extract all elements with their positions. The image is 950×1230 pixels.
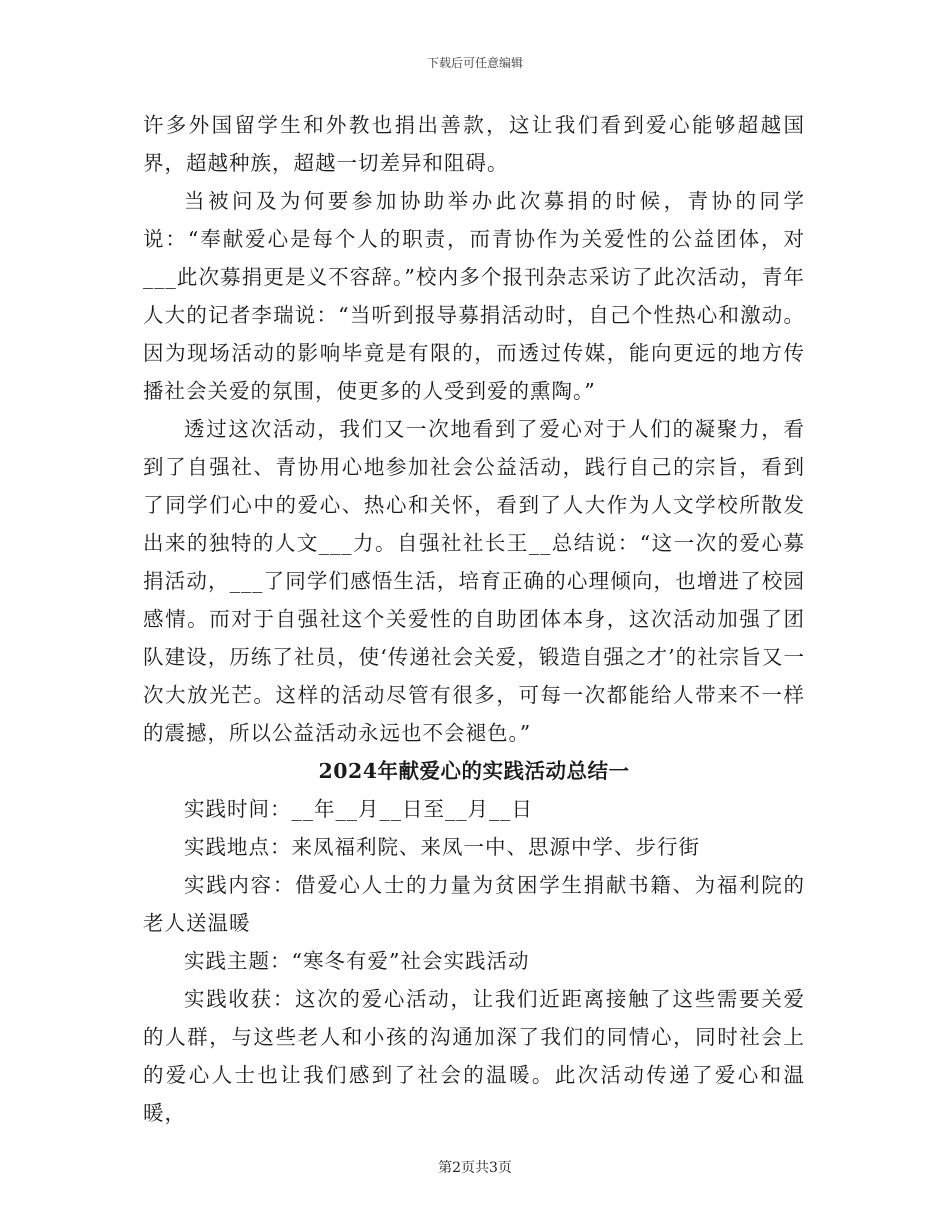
document-body [143,106,805,1132]
paragraph-continuation: 许多外国留学生和外教也捐出善款，这让我们看到爱心能够超越国界，超越种族，超越一切差异和阻碍。 [143,113,805,175]
page-number: 第2页共3页 [438,1160,512,1176]
practice-location: 实践地点：来凤福利院、来凤一中、思源中学、步行街 [184,835,700,859]
practice-gains: 实践收获：这次的爱心活动，让我们近距离接触了这些需要关爱的人群，与这些老人和小孩的沟通加深了我们的同情心，同时社会上的爱心人士也让我们感到了社会的温暖。此次活动传递了爱心和温暖， [143,987,805,1125]
practice-theme: 实践主题：“寒冬有爱”社会实践活动 [184,949,530,973]
paragraph-qingxie-quote: 当被问及为何要参加协助举办此次募捐的时候，青协的同学说：“奉献爱心是每个人的职责，而青协作为关爱性的公益团体，对___此次募捐更是义不容辞。”校内多个报刊杂志采访了此次活动，青年人大的记者李瑞说：“当听到报导募捐活动时，自己个性热心和激动。因为现场活动的影响毕竟是有限的，而透过传媒，能向更远的地方传播社会关爱的氛围，使更多的人受到爱的熏陶。” [143,189,805,403]
page-header-note: 下载后可任意编辑 [426,56,523,70]
practice-time: 实践时间：__年__月__日至__月__日 [184,797,533,821]
paragraph-activity-reflection: 透过这次活动，我们又一次地看到了爱心对于人们的凝聚力，看到了自强社、青协用心地参加社会公益活动，践行自己的宗旨，看到了同学们心中的爱心、热心和关怀，看到了人大作为人文学校所散发出来的独特的人文___力。自强社社长王__总结说：“这一次的爱心募捐活动，___了同学们感悟生活，培育正确的心理倾向，也增进了校园感情。而对于自强社这个关爱性的自助团体本身，这次活动加强了团队建设，历练了社员，使‘传递社会关爱，锻造自强之才’的社宗旨又一次大放光芒。这样的活动尽管有很多，可每一次都能给人带来不一样的震撼，所以公益活动永远也不会褪色。” [143,417,805,745]
section-title: 2024年献爱心的实践活动总结一 [318,759,630,783]
practice-content: 实践内容：借爱心人士的力量为贫困学生捐献书籍、为福利院的老人送温暖 [143,873,805,935]
